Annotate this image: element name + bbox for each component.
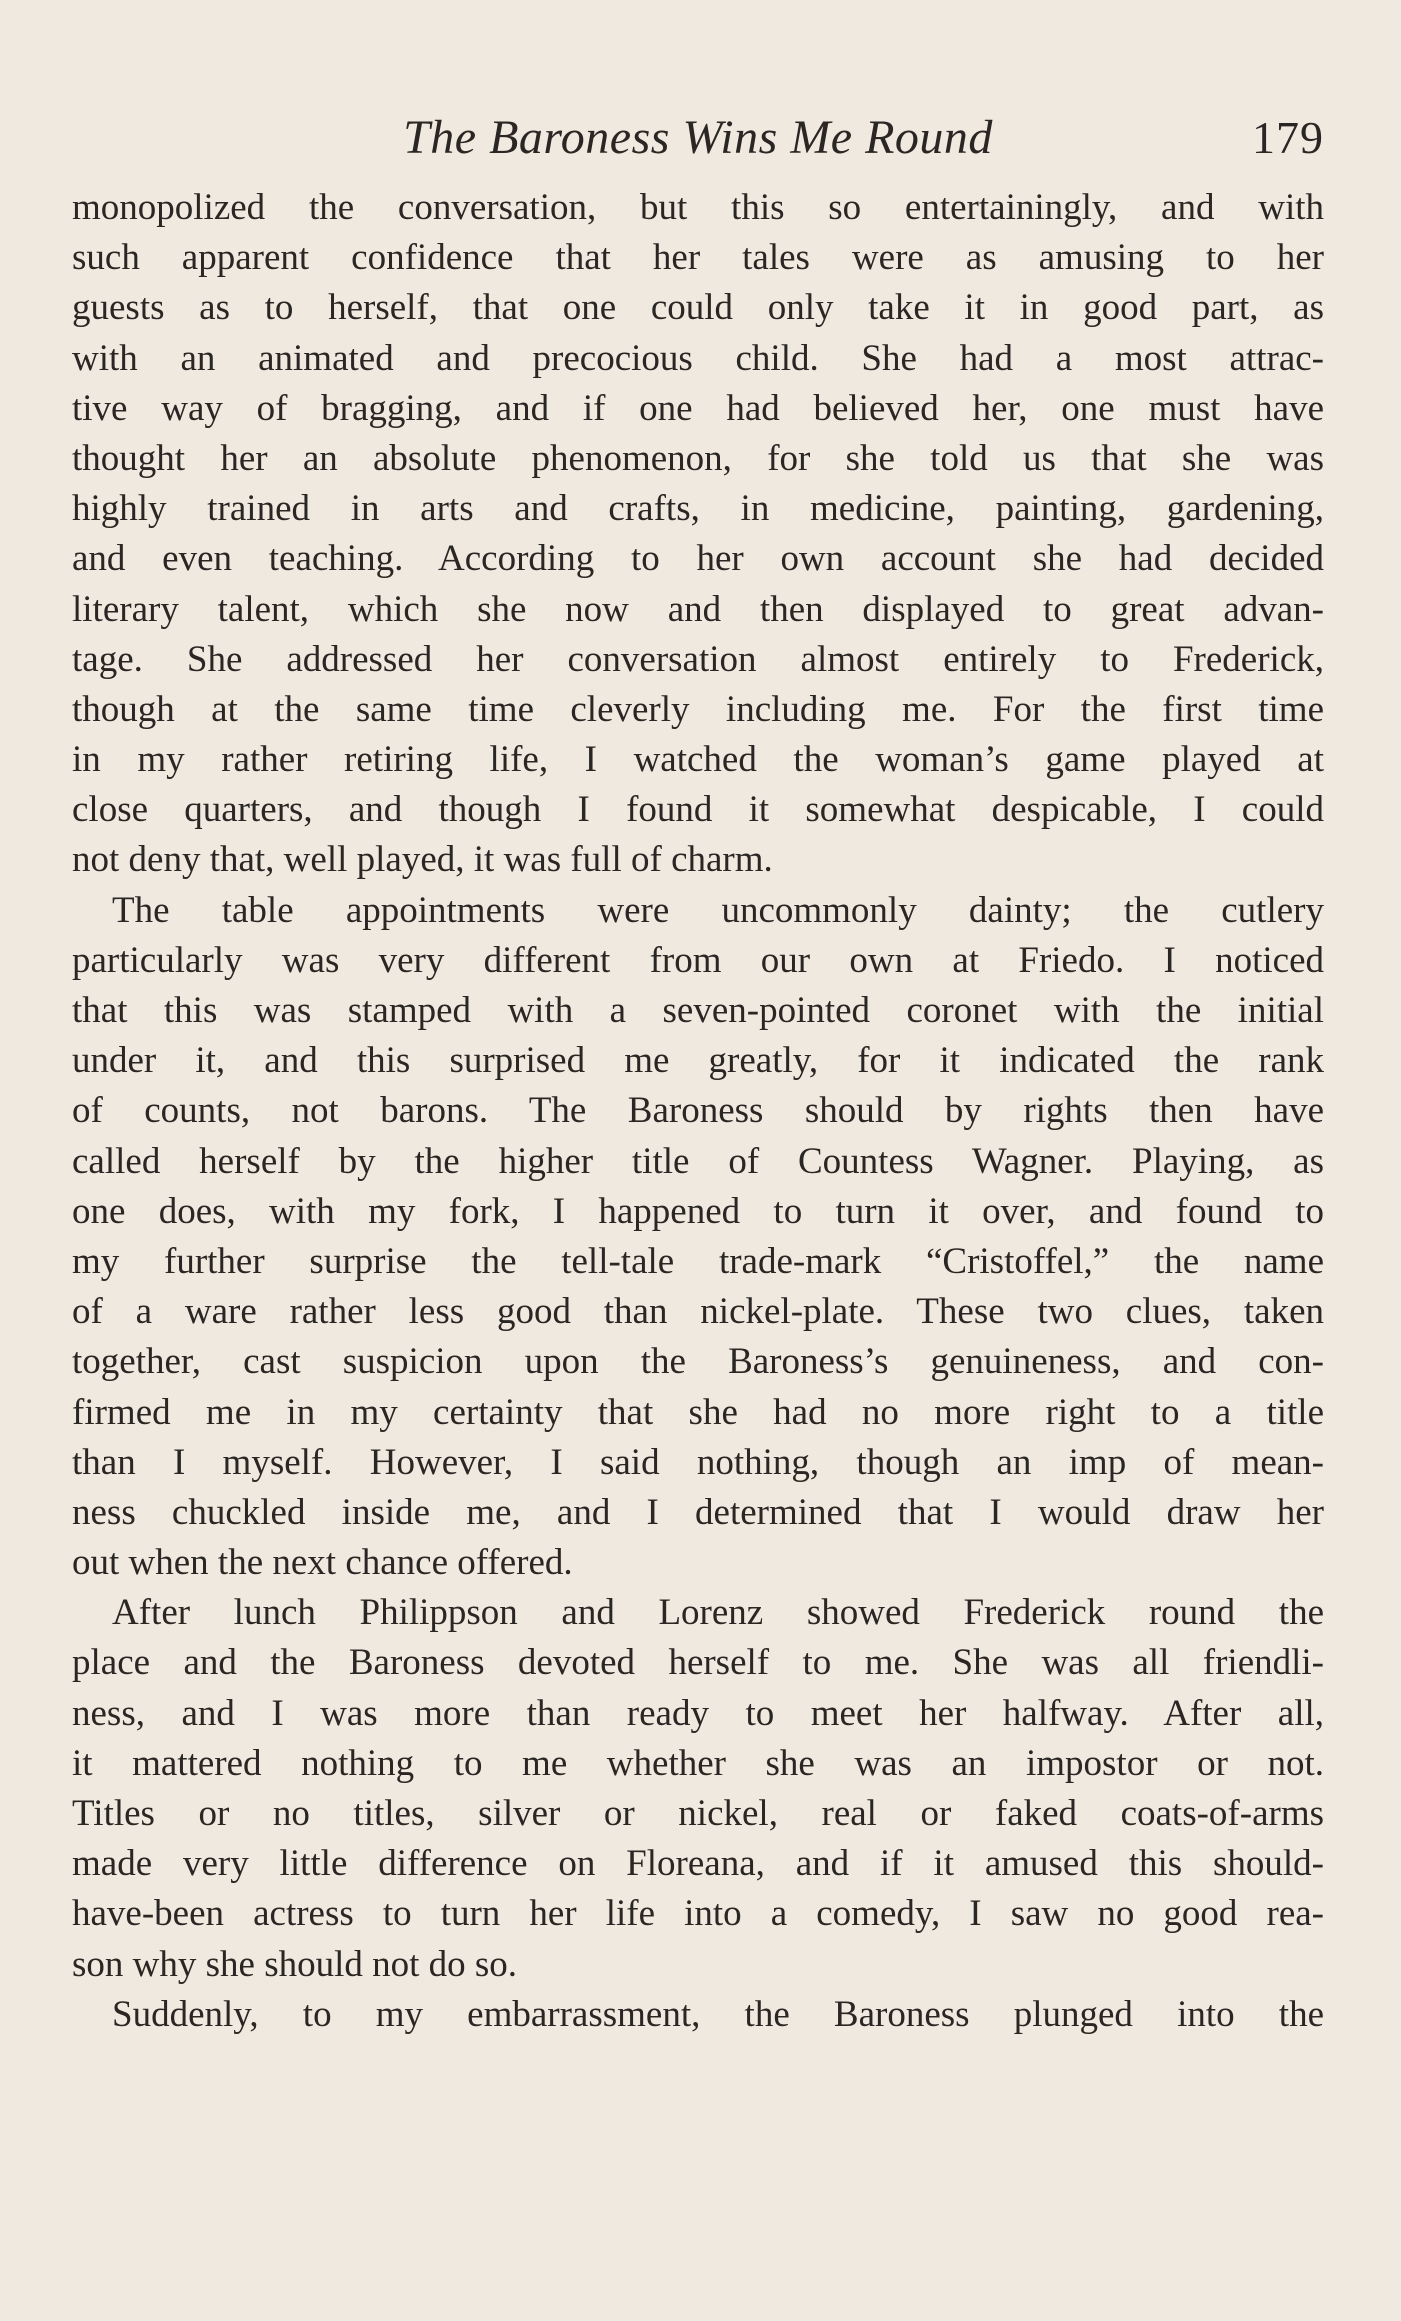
text-line: tive way of bragging, and if one had believed her, one must have <box>72 387 1324 429</box>
paragraph <box>72 1588 1324 1990</box>
text-line: After lunch Philippson and Lorenz showed Frederick round the <box>112 1592 1324 1634</box>
text-line: with an animated and precocious child. She had a most attrac- <box>72 337 1324 379</box>
paragraph <box>72 886 1324 1589</box>
text-line: my further surprise the tell-tale trade-mark “Cristoffel,” the name <box>72 1240 1324 1282</box>
text-line: Suddenly, to my embarrassment, the Baroness plunged into the <box>112 1993 1324 2035</box>
text-line: close quarters, and though I found it somewhat despicable, I could <box>72 789 1324 831</box>
chapter-title: The Baroness Wins Me Round <box>403 111 993 164</box>
text-line: in my rather retiring life, I watched the woman’s game played at <box>72 739 1324 781</box>
text-line: literary talent, which she now and then displayed to great advan- <box>72 588 1324 630</box>
text-line: of a ware rather less good than nickel-plate. These two clues, taken <box>72 1291 1324 1333</box>
text-line: not deny that, well played, it was full of charm. <box>72 839 773 881</box>
text-line: it mattered nothing to me whether she was an impostor or not. <box>72 1742 1324 1784</box>
text-line: of counts, not barons. The Baroness should by rights then have <box>72 1090 1324 1132</box>
text-line: ness chuckled inside me, and I determined that I would draw her <box>72 1491 1324 1533</box>
text-line: firmed me in my certainty that she had no more right to a title <box>72 1391 1324 1433</box>
text-line: ness, and I was more than ready to meet her halfway. After all, <box>72 1692 1324 1734</box>
running-head <box>72 108 1324 168</box>
text-line: out when the next chance offered. <box>72 1542 573 1584</box>
text-line: highly trained in arts and crafts, in medicine, painting, gardening, <box>72 488 1324 530</box>
text-line: such apparent confidence that her tales were as amusing to her <box>72 237 1324 279</box>
paragraph <box>72 183 1324 886</box>
text-line: one does, with my fork, I happened to turn it over, and found to <box>72 1190 1324 1232</box>
page-number: 179 <box>1252 112 1324 163</box>
text-line: together, cast suspicion upon the Baroness’s genuineness, and con- <box>72 1341 1324 1383</box>
text-line: particularly was very different from our own at Friedo. I noticed <box>72 939 1324 981</box>
text-line: called herself by the higher title of Countess Wagner. Playing, as <box>72 1140 1324 1182</box>
paragraph <box>72 1990 1324 2040</box>
text-line: though at the same time cleverly including me. For the first time <box>72 688 1324 730</box>
text-line: thought her an absolute phenomenon, for she told us that she was <box>72 437 1324 479</box>
text-line: guests as to herself, that one could only take it in good part, as <box>72 287 1324 329</box>
text-line: place and the Baroness devoted herself to me. She was all friendli- <box>72 1642 1324 1684</box>
text-line: Titles or no titles, silver or nickel, real or faked coats-of-arms <box>72 1793 1324 1834</box>
text-line: monopolized the conversation, but this so entertainingly, and with <box>72 187 1324 228</box>
text-line: made very little difference on Floreana, and if it amused this should- <box>72 1843 1324 1885</box>
text-line: that this was stamped with a seven-pointed coronet with the initial <box>72 990 1324 1031</box>
text-line: tage. She addressed her conversation almost entirely to Frederick, <box>72 638 1324 680</box>
text-line: under it, and this surprised me greatly, for it indicated the rank <box>72 1040 1324 1082</box>
text-line: have-been actress to turn her life into a comedy, I saw no good rea- <box>72 1893 1324 1935</box>
body-text <box>72 183 1324 2040</box>
text-line: and even teaching. According to her own account she had decided <box>72 538 1324 580</box>
text-line: The table appointments were uncommonly dainty; the cutlery <box>112 889 1324 931</box>
text-line: son why she should not do so. <box>72 1943 518 1985</box>
text-line: than I myself. However, I said nothing, though an imp of mean- <box>72 1441 1324 1483</box>
